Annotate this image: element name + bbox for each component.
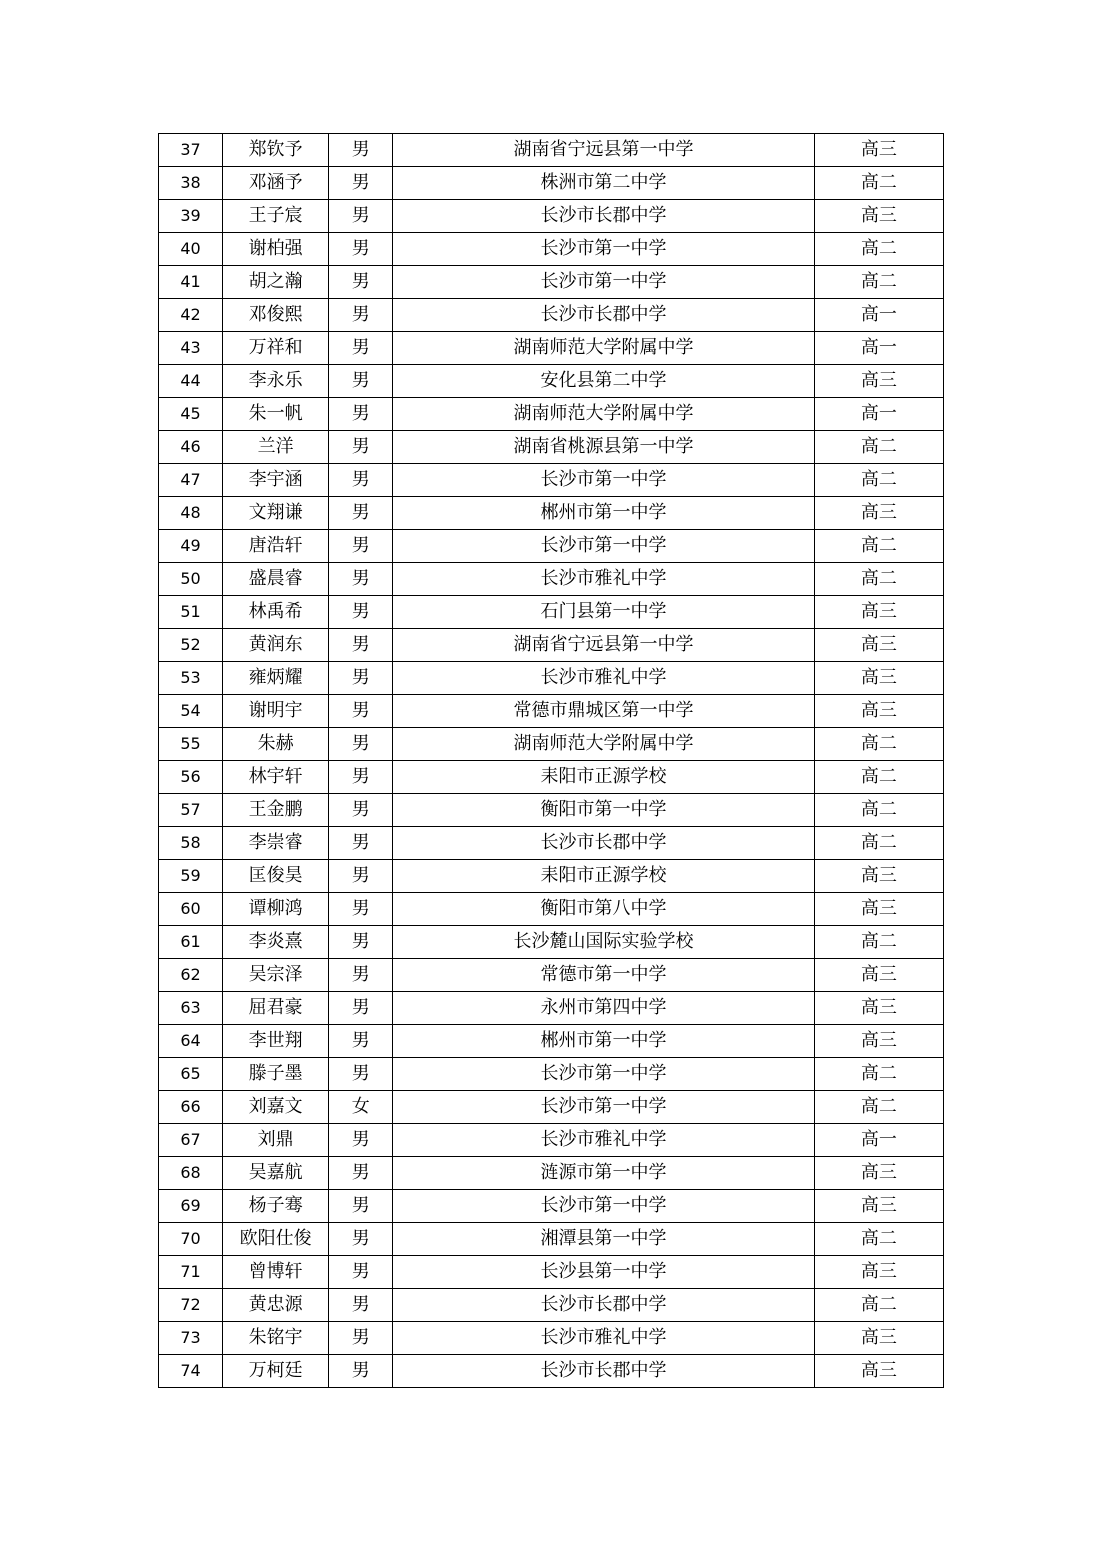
- table-row: [159, 860, 944, 893]
- student-school: 长沙市雅礼中学: [393, 563, 815, 596]
- table-row: [159, 695, 944, 728]
- student-school: 永州市第四中学: [393, 992, 815, 1025]
- student-grade: 高三: [814, 662, 943, 695]
- student-school: 衡阳市第八中学: [393, 893, 815, 926]
- table-row: [159, 1157, 944, 1190]
- table-row: [159, 167, 944, 200]
- student-school: 长沙麓山国际实验学校: [393, 926, 815, 959]
- table-row: [159, 1355, 944, 1388]
- student-name: 黄润东: [223, 629, 329, 662]
- student-gender: 男: [329, 1256, 393, 1289]
- row-number: 63: [159, 992, 223, 1025]
- student-gender: 男: [329, 497, 393, 530]
- student-gender: 男: [329, 629, 393, 662]
- student-grade: 高三: [814, 497, 943, 530]
- row-number: 52: [159, 629, 223, 662]
- student-grade: 高三: [814, 629, 943, 662]
- row-number: 54: [159, 695, 223, 728]
- row-number: 59: [159, 860, 223, 893]
- student-gender: 男: [329, 431, 393, 464]
- student-name: 黄忠源: [223, 1289, 329, 1322]
- table-row: [159, 464, 944, 497]
- student-grade: 高三: [814, 1355, 943, 1388]
- row-number: 50: [159, 563, 223, 596]
- student-gender: 男: [329, 233, 393, 266]
- student-gender: 男: [329, 1289, 393, 1322]
- student-grade: 高三: [814, 1190, 943, 1223]
- student-school: 长沙县第一中学: [393, 1256, 815, 1289]
- student-school: 湖南省桃源县第一中学: [393, 431, 815, 464]
- student-name: 李崇睿: [223, 827, 329, 860]
- student-gender: 男: [329, 761, 393, 794]
- table-row: [159, 563, 944, 596]
- table-row: [159, 992, 944, 1025]
- table-row: [159, 497, 944, 530]
- student-school: 长沙市长郡中学: [393, 200, 815, 233]
- student-gender: 男: [329, 596, 393, 629]
- table-row: [159, 794, 944, 827]
- table-row: [159, 134, 944, 167]
- row-number: 46: [159, 431, 223, 464]
- table-row: [159, 959, 944, 992]
- student-grade: 高二: [814, 431, 943, 464]
- table-row: [159, 1223, 944, 1256]
- student-grade: 高二: [814, 794, 943, 827]
- student-school: 株洲市第二中学: [393, 167, 815, 200]
- student-grade: 高二: [814, 464, 943, 497]
- student-name: 欧阳仕俊: [223, 1223, 329, 1256]
- student-name: 朱铭宇: [223, 1322, 329, 1355]
- row-number: 73: [159, 1322, 223, 1355]
- row-number: 48: [159, 497, 223, 530]
- student-name: 李世翔: [223, 1025, 329, 1058]
- table-row: [159, 1289, 944, 1322]
- row-number: 62: [159, 959, 223, 992]
- student-gender: 男: [329, 1124, 393, 1157]
- row-number: 44: [159, 365, 223, 398]
- row-number: 57: [159, 794, 223, 827]
- student-gender: 男: [329, 1190, 393, 1223]
- student-name: 邓俊熙: [223, 299, 329, 332]
- student-name: 邓涵予: [223, 167, 329, 200]
- row-number: 61: [159, 926, 223, 959]
- student-gender: 男: [329, 1322, 393, 1355]
- row-number: 66: [159, 1091, 223, 1124]
- row-number: 70: [159, 1223, 223, 1256]
- student-gender: 男: [329, 266, 393, 299]
- student-name: 李炎熹: [223, 926, 329, 959]
- student-grade: 高二: [814, 1223, 943, 1256]
- row-number: 69: [159, 1190, 223, 1223]
- student-grade: 高二: [814, 563, 943, 596]
- row-number: 37: [159, 134, 223, 167]
- row-number: 41: [159, 266, 223, 299]
- student-grade: 高二: [814, 1091, 943, 1124]
- row-number: 72: [159, 1289, 223, 1322]
- row-number: 47: [159, 464, 223, 497]
- table-row: [159, 200, 944, 233]
- student-school: 衡阳市第一中学: [393, 794, 815, 827]
- student-school: 长沙市雅礼中学: [393, 1322, 815, 1355]
- student-name: 林禹希: [223, 596, 329, 629]
- student-school: 郴州市第一中学: [393, 1025, 815, 1058]
- student-school: 湖南师范大学附属中学: [393, 728, 815, 761]
- student-grade: 高三: [814, 860, 943, 893]
- table-row: [159, 1025, 944, 1058]
- table-row: [159, 926, 944, 959]
- row-number: 71: [159, 1256, 223, 1289]
- student-school: 长沙市长郡中学: [393, 1355, 815, 1388]
- student-grade: 高三: [814, 959, 943, 992]
- student-grade: 高三: [814, 893, 943, 926]
- student-school: 长沙市长郡中学: [393, 827, 815, 860]
- student-grade: 高三: [814, 200, 943, 233]
- student-grade: 高三: [814, 992, 943, 1025]
- row-number: 55: [159, 728, 223, 761]
- student-grade: 高一: [814, 398, 943, 431]
- student-gender: 男: [329, 134, 393, 167]
- student-school: 安化县第二中学: [393, 365, 815, 398]
- student-grade: 高二: [814, 530, 943, 563]
- student-name: 兰洋: [223, 431, 329, 464]
- student-grade: 高一: [814, 1124, 943, 1157]
- student-name: 谭柳鸿: [223, 893, 329, 926]
- row-number: 42: [159, 299, 223, 332]
- row-number: 58: [159, 827, 223, 860]
- student-gender: 男: [329, 992, 393, 1025]
- table-row: [159, 398, 944, 431]
- student-name: 朱赫: [223, 728, 329, 761]
- student-name: 杨子骞: [223, 1190, 329, 1223]
- student-grade: 高三: [814, 695, 943, 728]
- table-row: [159, 1190, 944, 1223]
- student-gender: 男: [329, 332, 393, 365]
- student-name: 滕子墨: [223, 1058, 329, 1091]
- table-row: [159, 662, 944, 695]
- student-name: 谢明宇: [223, 695, 329, 728]
- student-name: 匡俊昊: [223, 860, 329, 893]
- student-school: 涟源市第一中学: [393, 1157, 815, 1190]
- student-grade: 高二: [814, 167, 943, 200]
- student-school: 长沙市第一中学: [393, 1091, 815, 1124]
- student-name: 李永乐: [223, 365, 329, 398]
- row-number: 60: [159, 893, 223, 926]
- student-school: 长沙市长郡中学: [393, 1289, 815, 1322]
- student-grade: 高二: [814, 761, 943, 794]
- student-school: 湖南省宁远县第一中学: [393, 134, 815, 167]
- student-school: 长沙市第一中学: [393, 233, 815, 266]
- student-grade: 高二: [814, 1058, 943, 1091]
- student-name: 文翔谦: [223, 497, 329, 530]
- row-number: 49: [159, 530, 223, 563]
- student-name: 李宇涵: [223, 464, 329, 497]
- student-school: 耒阳市正源学校: [393, 860, 815, 893]
- student-name: 朱一帆: [223, 398, 329, 431]
- table-row: [159, 728, 944, 761]
- student-gender: 男: [329, 827, 393, 860]
- student-roster-table: [158, 133, 944, 1388]
- row-number: 51: [159, 596, 223, 629]
- student-grade: 高二: [814, 266, 943, 299]
- table-row: [159, 761, 944, 794]
- student-grade: 高三: [814, 1256, 943, 1289]
- student-school: 常德市第一中学: [393, 959, 815, 992]
- row-number: 68: [159, 1157, 223, 1190]
- table-row: [159, 1124, 944, 1157]
- table-row: [159, 1322, 944, 1355]
- student-school: 常德市鼎城区第一中学: [393, 695, 815, 728]
- student-school: 长沙市第一中学: [393, 530, 815, 563]
- student-grade: 高二: [814, 926, 943, 959]
- student-grade: 高三: [814, 1025, 943, 1058]
- student-grade: 高一: [814, 299, 943, 332]
- table-row: [159, 1256, 944, 1289]
- student-gender: 男: [329, 365, 393, 398]
- table-row: [159, 266, 944, 299]
- student-gender: 男: [329, 662, 393, 695]
- student-gender: 男: [329, 563, 393, 596]
- student-gender: 男: [329, 530, 393, 563]
- student-grade: 高二: [814, 728, 943, 761]
- table-row: [159, 827, 944, 860]
- student-school: 长沙市长郡中学: [393, 299, 815, 332]
- table-row: [159, 629, 944, 662]
- student-name: 万柯廷: [223, 1355, 329, 1388]
- table-row: [159, 530, 944, 563]
- student-gender: 男: [329, 167, 393, 200]
- student-name: 吴嘉航: [223, 1157, 329, 1190]
- row-number: 45: [159, 398, 223, 431]
- row-number: 53: [159, 662, 223, 695]
- student-school: 石门县第一中学: [393, 596, 815, 629]
- student-grade: 高二: [814, 233, 943, 266]
- student-gender: 男: [329, 893, 393, 926]
- student-name: 谢柏强: [223, 233, 329, 266]
- student-school: 长沙市雅礼中学: [393, 662, 815, 695]
- student-name: 王子宸: [223, 200, 329, 233]
- student-school: 耒阳市正源学校: [393, 761, 815, 794]
- student-school: 长沙市第一中学: [393, 464, 815, 497]
- student-school: 郴州市第一中学: [393, 497, 815, 530]
- table-row: [159, 596, 944, 629]
- student-name: 王金鹏: [223, 794, 329, 827]
- table-row: [159, 332, 944, 365]
- student-gender: 男: [329, 1223, 393, 1256]
- student-school: 长沙市第一中学: [393, 266, 815, 299]
- student-name: 胡之瀚: [223, 266, 329, 299]
- table-row: [159, 233, 944, 266]
- student-school: 长沙市第一中学: [393, 1190, 815, 1223]
- student-name: 屈君豪: [223, 992, 329, 1025]
- table-row: [159, 893, 944, 926]
- row-number: 39: [159, 200, 223, 233]
- student-grade: 高三: [814, 134, 943, 167]
- student-gender: 女: [329, 1091, 393, 1124]
- student-name: 林宇轩: [223, 761, 329, 794]
- roster-body: [159, 134, 944, 1388]
- student-gender: 男: [329, 464, 393, 497]
- row-number: 65: [159, 1058, 223, 1091]
- student-name: 万祥和: [223, 332, 329, 365]
- student-gender: 男: [329, 794, 393, 827]
- student-school: 湘潭县第一中学: [393, 1223, 815, 1256]
- student-grade: 高二: [814, 827, 943, 860]
- student-name: 郑钦予: [223, 134, 329, 167]
- row-number: 38: [159, 167, 223, 200]
- student-grade: 高一: [814, 332, 943, 365]
- student-gender: 男: [329, 926, 393, 959]
- student-gender: 男: [329, 1025, 393, 1058]
- student-gender: 男: [329, 1157, 393, 1190]
- row-number: 64: [159, 1025, 223, 1058]
- student-name: 雍炳耀: [223, 662, 329, 695]
- student-grade: 高三: [814, 596, 943, 629]
- row-number: 43: [159, 332, 223, 365]
- student-grade: 高三: [814, 1157, 943, 1190]
- student-name: 刘鼎: [223, 1124, 329, 1157]
- student-school: 湖南师范大学附属中学: [393, 398, 815, 431]
- student-grade: 高二: [814, 1289, 943, 1322]
- student-gender: 男: [329, 398, 393, 431]
- student-gender: 男: [329, 1355, 393, 1388]
- row-number: 74: [159, 1355, 223, 1388]
- table-row: [159, 1058, 944, 1091]
- student-school: 湖南师范大学附属中学: [393, 332, 815, 365]
- student-school: 长沙市雅礼中学: [393, 1124, 815, 1157]
- table-row: [159, 1091, 944, 1124]
- table-row: [159, 365, 944, 398]
- student-gender: 男: [329, 959, 393, 992]
- student-school: 长沙市第一中学: [393, 1058, 815, 1091]
- table-row: [159, 431, 944, 464]
- row-number: 56: [159, 761, 223, 794]
- student-name: 曾博轩: [223, 1256, 329, 1289]
- student-gender: 男: [329, 860, 393, 893]
- student-gender: 男: [329, 200, 393, 233]
- student-gender: 男: [329, 728, 393, 761]
- student-name: 盛晨睿: [223, 563, 329, 596]
- student-school: 湖南省宁远县第一中学: [393, 629, 815, 662]
- student-name: 吴宗泽: [223, 959, 329, 992]
- student-name: 刘嘉文: [223, 1091, 329, 1124]
- student-grade: 高三: [814, 1322, 943, 1355]
- student-name: 唐浩轩: [223, 530, 329, 563]
- student-grade: 高三: [814, 365, 943, 398]
- row-number: 40: [159, 233, 223, 266]
- student-gender: 男: [329, 1058, 393, 1091]
- row-number: 67: [159, 1124, 223, 1157]
- student-gender: 男: [329, 695, 393, 728]
- student-gender: 男: [329, 299, 393, 332]
- table-row: [159, 299, 944, 332]
